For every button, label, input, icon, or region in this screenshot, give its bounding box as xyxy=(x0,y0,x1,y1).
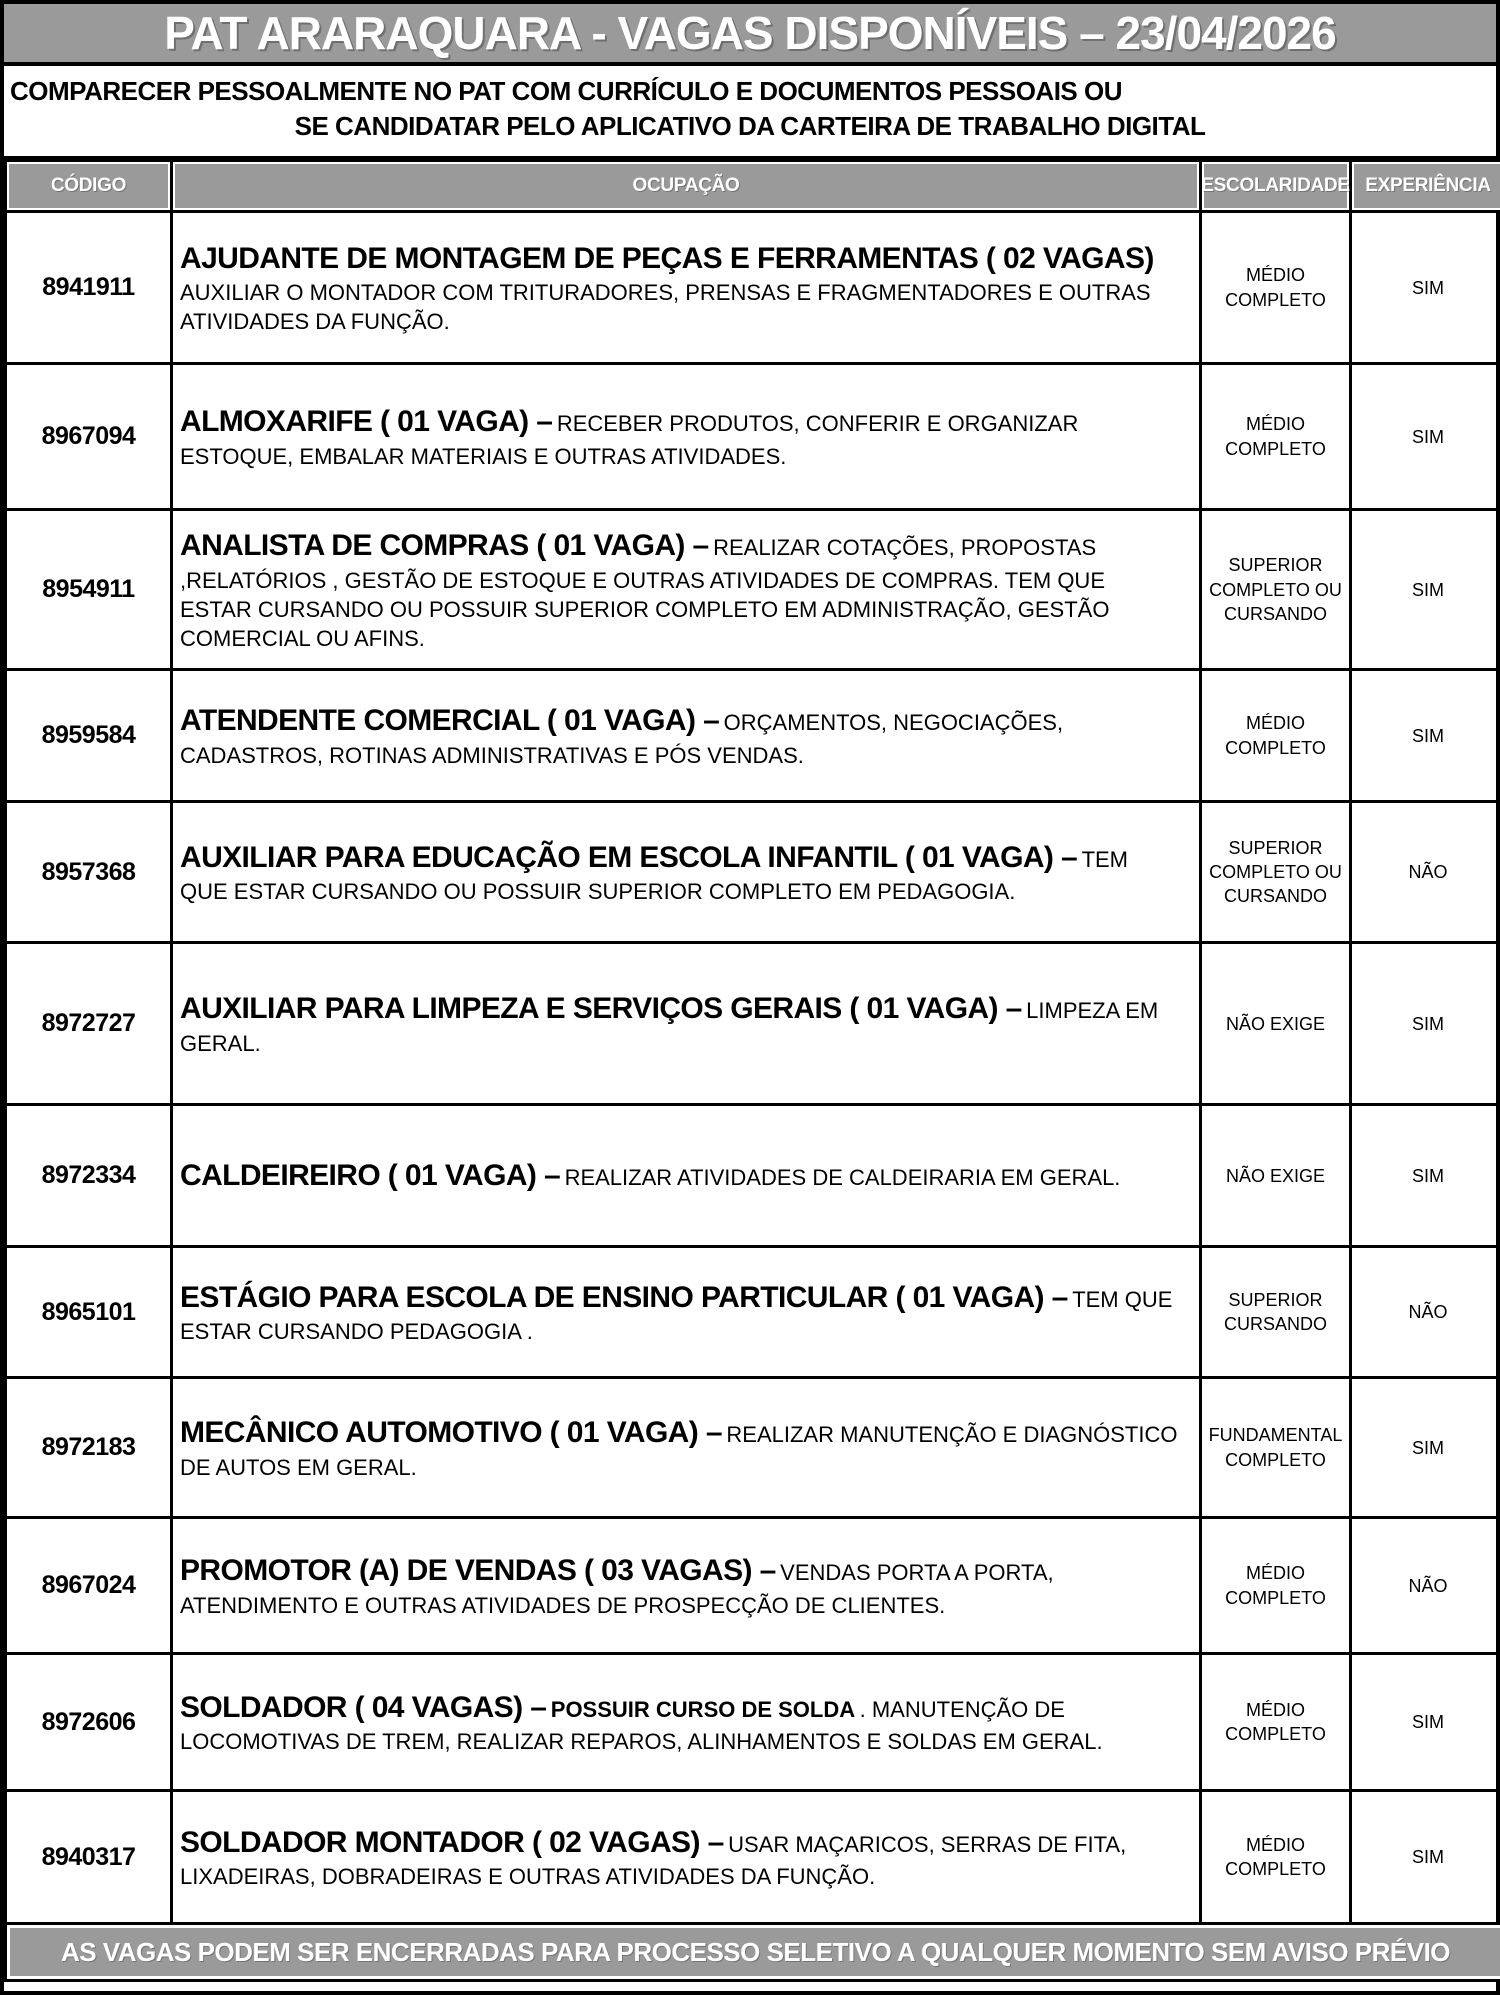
job-experience: SIM xyxy=(1351,1791,1500,1924)
job-occupation xyxy=(172,1791,1201,1924)
job-description: RECEBER PRODUTOS, CONFERIR E ORGANIZAR ESTOQUE, EMBALAR MATERIAIS E OUTRAS ATIVIDADES. xyxy=(180,411,1079,469)
footer-notice-cell xyxy=(6,1924,1500,1981)
jobs-table-body xyxy=(6,212,1500,1924)
job-experience: SIM xyxy=(1351,1105,1500,1247)
job-description: AUXILIAR O MONTADOR COM TRITURADORES, PRENSAS E FRAGMENTADORES E OUTRAS ATIVIDADES DA FUNÇÃO. xyxy=(180,280,1151,335)
title-bar xyxy=(4,4,1496,66)
job-occupation xyxy=(172,802,1201,943)
job-experience: SIM xyxy=(1351,1654,1500,1791)
job-description: ORÇAMENTOS, NEGOCIAÇÕES, CADASTROS, ROTINAS ADMINISTRATIVAS E PÓS VENDAS. xyxy=(180,710,1064,768)
job-experience: SIM xyxy=(1351,943,1500,1105)
table-row xyxy=(6,1518,1500,1654)
job-title: CALDEIREIRO ( 01 VAGA) – xyxy=(180,1158,561,1192)
job-title: MECÂNICO AUTOMOTIVO ( 01 VAGA) – xyxy=(180,1416,722,1450)
job-occupation xyxy=(172,1518,1201,1654)
job-description: REALIZAR MANUTENÇÃO E DIAGNÓSTICO DE AUTOS EM GERAL. xyxy=(180,1422,1178,1480)
job-education: MÉDIO COMPLETO xyxy=(1201,1654,1351,1791)
job-code: 8967094 xyxy=(6,364,172,510)
job-title: SOLDADOR ( 04 VAGAS) – xyxy=(180,1690,547,1724)
job-description: TEM QUE ESTAR CURSANDO OU POSSUIR SUPERIOR COMPLETO EM PEDAGOGIA. xyxy=(180,846,1129,905)
jobs-table-header xyxy=(6,161,1500,212)
table-row xyxy=(6,1378,1500,1518)
job-description: USAR MAÇARICOS, SERRAS DE FITA, LIXADEIRAS, DOBRADEIRAS E OUTRAS ATIVIDADES DA FUNÇÃO. xyxy=(180,1831,1127,1890)
job-code: 8967024 xyxy=(6,1518,172,1654)
table-row xyxy=(6,1105,1500,1247)
table-row xyxy=(6,1654,1500,1791)
column-header-experiencia xyxy=(1351,161,1500,212)
job-code: 8954911 xyxy=(6,510,172,670)
job-code: 8972334 xyxy=(6,1105,172,1247)
job-experience: SIM xyxy=(1351,364,1500,510)
job-occupation xyxy=(172,364,1201,510)
job-code: 8972183 xyxy=(6,1378,172,1518)
instructions-line-2: SE CANDIDATAR PELO APLICATIVO DA CARTEIRA DE TRABALHO DIGITAL xyxy=(294,111,1206,142)
table-row xyxy=(6,802,1500,943)
job-description: REALIZAR ATIVIDADES DE CALDEIRARIA EM GERAL. xyxy=(564,1164,1121,1190)
table-row xyxy=(6,212,1500,364)
column-header-escolaridade xyxy=(1201,161,1351,212)
job-experience: SIM xyxy=(1351,1378,1500,1518)
job-description-bold: POSSUIR CURSO DE SOLDA xyxy=(550,1696,856,1722)
table-row xyxy=(6,1791,1500,1924)
job-experience: SIM xyxy=(1351,510,1500,670)
footer-notice: AS VAGAS PODEM SER ENCERRADAS PARA PROCESSO SELETIVO A QUALQUER MOMENTO SEM AVISO PRÉVIO xyxy=(10,1928,1500,1976)
job-title: ESTÁGIO PARA ESCOLA DE ENSINO PARTICULAR ( 01 VAGA) – xyxy=(180,1280,1068,1314)
column-header-ocupacao-label: OCUPAÇÃO xyxy=(175,164,1197,208)
job-code: 8957368 xyxy=(6,802,172,943)
job-experience: NÃO xyxy=(1351,1518,1500,1654)
job-description: LIMPEZA EM GERAL. xyxy=(180,998,1159,1056)
job-education: SUPERIOR COMPLETO OU CURSANDO xyxy=(1201,802,1351,943)
job-education: NÃO EXIGE xyxy=(1201,943,1351,1105)
job-code: 8940317 xyxy=(6,1791,172,1924)
job-occupation xyxy=(172,670,1201,802)
job-title: ATENDENTE COMERCIAL ( 01 VAGA) – xyxy=(180,704,720,738)
column-header-escolaridade-label: ESCOLARIDADE xyxy=(1204,164,1347,208)
job-experience: NÃO xyxy=(1351,1247,1500,1378)
page-title: PAT ARARAQUARA - VAGAS DISPONÍVEIS – 23/04/2026 xyxy=(164,7,1336,59)
job-title: AJUDANTE DE MONTAGEM DE PEÇAS E FERRAMENTAS ( 02 VAGAS) xyxy=(180,241,1154,275)
table-row xyxy=(6,943,1500,1105)
job-title: SOLDADOR MONTADOR ( 02 VAGAS) – xyxy=(180,1825,724,1859)
column-header-codigo-label: CÓDIGO xyxy=(9,164,168,208)
job-education: MÉDIO COMPLETO xyxy=(1201,670,1351,802)
job-title: ANALISTA DE COMPRAS ( 01 VAGA) – xyxy=(180,529,709,563)
job-occupation xyxy=(172,943,1201,1105)
job-code: 8965101 xyxy=(6,1247,172,1378)
job-occupation xyxy=(172,1105,1201,1247)
jobs-table-footer xyxy=(6,1924,1500,1981)
job-description: TEM QUE ESTAR CURSANDO PEDAGOGIA . xyxy=(180,1286,1173,1345)
job-code: 8972606 xyxy=(6,1654,172,1791)
job-description: VENDAS PORTA A PORTA, ATENDIMENTO E OUTRAS ATIVIDADES DE PROSPECÇÃO DE CLIENTES. xyxy=(180,1560,1054,1618)
instructions-line-1: COMPARECER PESSOALMENTE NO PAT COM CURRÍCULO E DOCUMENTOS PESSOAIS OU xyxy=(10,76,1122,106)
job-experience: SIM xyxy=(1351,670,1500,802)
job-description: . MANUTENÇÃO DE LOCOMOTIVAS DE TREM, REALIZAR REPAROS, ALINHAMENTOS E SOLDAS EM GERAL. xyxy=(180,1696,1103,1755)
table-row xyxy=(6,670,1500,802)
job-experience: NÃO xyxy=(1351,802,1500,943)
column-header-codigo xyxy=(6,161,172,212)
job-title: AUXILIAR PARA LIMPEZA E SERVIÇOS GERAIS ( 01 VAGA) – xyxy=(180,992,1022,1026)
job-occupation xyxy=(172,212,1201,364)
job-description: REALIZAR COTAÇÕES, PROPOSTAS ,RELATÓRIOS , GESTÃO DE ESTOQUE E OUTRAS ATIVIDADES DE COMPRAS. TEM QUE ESTAR CURSANDO OU POSSUIR SUPERIOR COMPLETO EM ADMINISTRAÇÃO, GESTÃO COMERCIAL OU AFINS. xyxy=(180,535,1110,651)
column-header-ocupacao xyxy=(172,161,1201,212)
jobs-table xyxy=(4,159,1500,1982)
job-occupation xyxy=(172,1247,1201,1378)
job-title: PROMOTOR (A) DE VENDAS ( 03 VAGAS) – xyxy=(180,1554,776,1588)
job-education: MÉDIO COMPLETO xyxy=(1201,1791,1351,1924)
job-education: SUPERIOR COMPLETO OU CURSANDO xyxy=(1201,510,1351,670)
job-code: 8972727 xyxy=(6,943,172,1105)
job-experience: SIM xyxy=(1351,212,1500,364)
job-education: FUNDAMENTAL COMPLETO xyxy=(1201,1378,1351,1518)
job-title: ALMOXARIFE ( 01 VAGA) – xyxy=(180,405,553,439)
job-code: 8959584 xyxy=(6,670,172,802)
job-education: NÃO EXIGE xyxy=(1201,1105,1351,1247)
table-row xyxy=(6,364,1500,510)
table-row xyxy=(6,510,1500,670)
job-education: MÉDIO COMPLETO xyxy=(1201,212,1351,364)
job-education: MÉDIO COMPLETO xyxy=(1201,364,1351,510)
job-occupation xyxy=(172,1654,1201,1791)
job-education: SUPERIOR CURSANDO xyxy=(1201,1247,1351,1378)
job-code: 8941911 xyxy=(6,212,172,364)
table-row xyxy=(6,1247,1500,1378)
job-title: AUXILIAR PARA EDUCAÇÃO EM ESCOLA INFANTIL ( 01 VAGA) – xyxy=(180,840,1078,874)
job-occupation xyxy=(172,1378,1201,1518)
instructions-block xyxy=(4,66,1496,159)
column-header-experiencia-label: EXPERIÊNCIA xyxy=(1354,164,1500,208)
job-education: MÉDIO COMPLETO xyxy=(1201,1518,1351,1654)
job-occupation xyxy=(172,510,1201,670)
